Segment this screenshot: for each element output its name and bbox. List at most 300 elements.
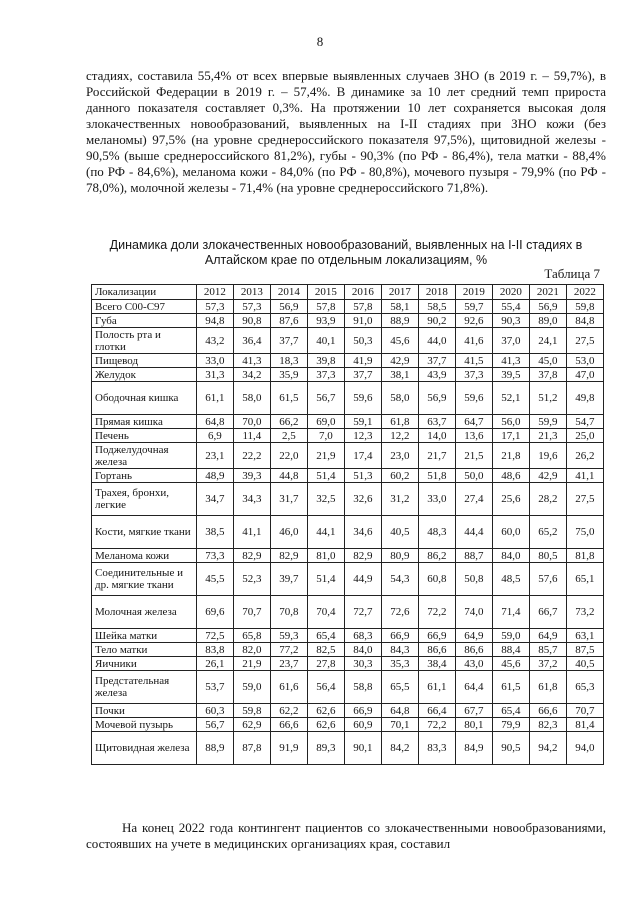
table-cell: 44,4 [455,516,492,549]
table-cell: 26,2 [566,443,603,469]
table-cell: 24,1 [529,328,566,354]
table-cell: 56,7 [196,718,233,732]
table-cell: 65,1 [566,563,603,596]
table-row [92,549,604,563]
table-cell: 45,6 [492,657,529,671]
table-cell: 56,0 [492,415,529,429]
table-cell: 72,7 [344,596,381,629]
table-cell: 81,8 [566,549,603,563]
table-cell: 90,1 [344,732,381,765]
table-cell: 53,7 [196,671,233,704]
table-cell: 66,7 [529,596,566,629]
table-cell: 51,8 [418,469,455,483]
table-cell: 64,7 [455,415,492,429]
table-cell: 39,7 [270,563,307,596]
table-cell: 84,0 [492,549,529,563]
table-row [92,643,604,657]
table-cell: 82,3 [529,718,566,732]
table-cell: 74,0 [455,596,492,629]
table-cell: 54,3 [381,563,418,596]
table-cell: 32,5 [307,483,344,516]
row-label: Соединительные и др. мягкие ткани [92,563,197,596]
table-cell: 58,0 [233,382,270,415]
table-cell: 86,6 [418,643,455,657]
table-cell: 83,3 [418,732,455,765]
table-cell: 23,7 [270,657,307,671]
row-label: Яичники [92,657,197,671]
table-cell: 57,6 [529,563,566,596]
table-cell: 71,4 [492,596,529,629]
table-cell: 34,3 [233,483,270,516]
table-cell: 27,5 [566,483,603,516]
table-cell: 63,1 [566,629,603,643]
table-cell: 64,8 [196,415,233,429]
table-cell: 37,7 [270,328,307,354]
table-cell: 58,5 [418,300,455,314]
row-label: Молочная железа [92,596,197,629]
table-cell: 90,5 [492,732,529,765]
table-cell: 14,0 [418,429,455,443]
table-cell: 61,1 [196,382,233,415]
table-cell: 56,9 [529,300,566,314]
table-cell: 41,3 [492,354,529,368]
table-cell: 53,0 [566,354,603,368]
table-row [92,314,604,328]
table-cell: 11,4 [233,429,270,443]
table-cell: 26,1 [196,657,233,671]
table-cell: 80,9 [381,549,418,563]
table-cell: 37,3 [307,368,344,382]
table-cell: 88,9 [196,732,233,765]
table-cell: 33,0 [418,483,455,516]
table-cell: 27,8 [307,657,344,671]
table-label: Таблица 7 [544,266,600,281]
table-cell: 66,6 [529,704,566,718]
table-row [92,718,604,732]
table-cell: 41,3 [233,354,270,368]
table-cell: 79,9 [492,718,529,732]
table-cell: 59,7 [455,300,492,314]
table-cell: 69,6 [196,596,233,629]
table-cell: 44,9 [344,563,381,596]
table-row [92,300,604,314]
table-cell: 66,9 [418,629,455,643]
table-cell: 70,7 [566,704,603,718]
table-cell: 2,5 [270,429,307,443]
table-cell: 40,5 [381,516,418,549]
table-cell: 84,8 [566,314,603,328]
table-cell: 41,6 [455,328,492,354]
table-header-row [92,285,604,300]
table-cell: 51,4 [307,469,344,483]
table-cell: 13,6 [455,429,492,443]
row-label: Почки [92,704,197,718]
table-cell: 70,7 [233,596,270,629]
table-row [92,469,604,483]
row-label: Желудок [92,368,197,382]
table-cell: 88,4 [492,643,529,657]
table-cell: 64,4 [455,671,492,704]
table-cell: 31,3 [196,368,233,382]
table-cell: 41,1 [566,469,603,483]
table-cell: 90,8 [233,314,270,328]
table-cell: 65,3 [566,671,603,704]
table-cell: 92,6 [455,314,492,328]
table-cell: 73,2 [566,596,603,629]
closing-paragraph [86,820,606,852]
row-label: Прямая кишка [92,415,197,429]
row-label: Трахея, бронхи, легкие [92,483,197,516]
column-header-year: 2022 [566,285,603,300]
table-body [92,300,604,765]
table-row [92,429,604,443]
table-cell: 35,3 [381,657,418,671]
table-cell: 37,2 [529,657,566,671]
table-cell: 56,4 [307,671,344,704]
table-cell: 94,8 [196,314,233,328]
table-cell: 52,1 [492,382,529,415]
table-cell: 34,7 [196,483,233,516]
table-cell: 64,8 [381,704,418,718]
table-cell: 94,0 [566,732,603,765]
table-cell: 93,9 [307,314,344,328]
table-cell: 82,0 [233,643,270,657]
table-cell: 72,5 [196,629,233,643]
row-label: Полость рта и глотки [92,328,197,354]
intro-paragraph [86,68,606,196]
row-label: Предстательная железа [92,671,197,704]
table-cell: 43,2 [196,328,233,354]
table-cell: 44,8 [270,469,307,483]
table-cell: 94,2 [529,732,566,765]
table-cell: 59,1 [344,415,381,429]
table-cell: 40,1 [307,328,344,354]
table-cell: 62,6 [307,704,344,718]
table-cell: 73,3 [196,549,233,563]
table-cell: 48,9 [196,469,233,483]
table-cell: 45,0 [529,354,566,368]
table-cell: 82,5 [307,643,344,657]
table-row [92,354,604,368]
table-cell: 37,3 [455,368,492,382]
table-cell: 28,2 [529,483,566,516]
table-cell: 61,5 [270,382,307,415]
row-label: Пищевод [92,354,197,368]
table-cell: 82,9 [233,549,270,563]
table-cell: 40,5 [566,657,603,671]
table-cell: 41,5 [455,354,492,368]
table-cell: 66,9 [381,629,418,643]
row-label: Тело матки [92,643,197,657]
row-label: Гортань [92,469,197,483]
table-cell: 21,8 [492,443,529,469]
table-cell: 82,9 [344,549,381,563]
table-cell: 75,0 [566,516,603,549]
table-cell: 77,2 [270,643,307,657]
table-cell: 55,4 [492,300,529,314]
table-cell: 38,1 [381,368,418,382]
table-cell: 19,6 [529,443,566,469]
table-cell: 80,5 [529,549,566,563]
table-cell: 48,5 [492,563,529,596]
table-cell: 64,9 [455,629,492,643]
row-label: Шейка матки [92,629,197,643]
table-cell: 66,6 [270,718,307,732]
table-cell: 81,4 [566,718,603,732]
table-cell: 84,0 [344,643,381,657]
table-cell: 59,6 [344,382,381,415]
table-cell: 84,3 [381,643,418,657]
table-cell: 58,0 [381,382,418,415]
row-label: Мочевой пузырь [92,718,197,732]
table-cell: 38,4 [418,657,455,671]
table-cell: 50,0 [455,469,492,483]
table-cell: 35,9 [270,368,307,382]
table-cell: 32,6 [344,483,381,516]
table-cell: 37,7 [344,368,381,382]
table-cell: 36,4 [233,328,270,354]
table-row [92,382,604,415]
table-cell: 43,0 [455,657,492,671]
table-cell: 27,4 [455,483,492,516]
table-cell: 65,8 [233,629,270,643]
table-cell: 87,8 [233,732,270,765]
column-header-year: 2013 [233,285,270,300]
table-cell: 67,7 [455,704,492,718]
table-cell: 21,9 [307,443,344,469]
row-label: Кости, мягкие ткани [92,516,197,549]
table-cell: 89,0 [529,314,566,328]
table-cell: 21,9 [233,657,270,671]
table-cell: 12,3 [344,429,381,443]
table-cell: 7,0 [307,429,344,443]
table-cell: 23,1 [196,443,233,469]
table-cell: 50,8 [455,563,492,596]
table-cell: 17,4 [344,443,381,469]
table-cell: 65,5 [381,671,418,704]
table-cell: 23,0 [381,443,418,469]
table-row [92,704,604,718]
column-header-year: 2020 [492,285,529,300]
table-cell: 64,9 [529,629,566,643]
table-cell: 48,6 [492,469,529,483]
table-cell: 39,8 [307,354,344,368]
table-cell: 58,8 [344,671,381,704]
table-cell: 86,2 [418,549,455,563]
table-cell: 30,3 [344,657,381,671]
table-cell: 37,8 [529,368,566,382]
table-cell: 50,3 [344,328,381,354]
table-cell: 34,6 [344,516,381,549]
table-cell: 48,3 [418,516,455,549]
intro-text: стадиях, составила 55,4% от всех впервые выявленных случаев ЗНО (в 2019 г. – 59,7%), в Российской Федерации в 2019 г. – 57,4%. В динамике за 10 лет средний темп прироста данного показателя составляет 0,3%. На протяжении 10 лет сохраняется высокая доля злокачественных новообразований, выявленных на I-II стадиях при ЗНО кожи (без меланомы) 97,5% (на уровне среднероссийского показателя 97,5%), щитовидной железы - 90,5% (выше среднероссийского 81,2%), губы - 90,3% (по РФ - 86,4%), тела матки - 88,4% (по РФ - 84,6%), меланома кожи - 84,0% (по РФ - 80,8%), мочевого пузыря - 79,9% (по РФ - 78,0%), молочной железы - 71,4% (на уровне среднероссийского 71,8%). [86,68,606,195]
table-cell: 66,4 [418,704,455,718]
table-cell: 90,2 [418,314,455,328]
table-cell: 66,2 [270,415,307,429]
table-cell: 52,3 [233,563,270,596]
table-cell: 72,2 [418,596,455,629]
column-header-year: 2014 [270,285,307,300]
table-cell: 70,1 [381,718,418,732]
table-cell: 17,1 [492,429,529,443]
column-header-year: 2021 [529,285,566,300]
table-cell: 66,9 [344,704,381,718]
table-cell: 37,0 [492,328,529,354]
table-cell: 61,1 [418,671,455,704]
table-cell: 59,9 [529,415,566,429]
table-cell: 68,3 [344,629,381,643]
table-cell: 51,2 [529,382,566,415]
table-cell: 59,3 [270,629,307,643]
table-cell: 90,3 [492,314,529,328]
table-row [92,368,604,382]
table-cell: 25,6 [492,483,529,516]
table-row [92,415,604,429]
table-cell: 41,9 [344,354,381,368]
table-row [92,483,604,516]
table-row [92,596,604,629]
table-cell: 31,7 [270,483,307,516]
table-cell: 80,1 [455,718,492,732]
table-cell: 61,8 [529,671,566,704]
table-cell: 59,6 [455,382,492,415]
table-cell: 31,2 [381,483,418,516]
table-cell: 34,2 [233,368,270,382]
table-cell: 45,5 [196,563,233,596]
table-cell: 82,9 [270,549,307,563]
table-cell: 56,9 [418,382,455,415]
table-cell: 39,3 [233,469,270,483]
table-cell: 25,0 [566,429,603,443]
table-cell: 69,0 [307,415,344,429]
row-label: Щитовидная железа [92,732,197,765]
table-cell: 6,9 [196,429,233,443]
table-cell: 56,9 [270,300,307,314]
row-label: Ободочная кишка [92,382,197,415]
table-row [92,732,604,765]
table-cell: 60,3 [196,704,233,718]
table-cell: 84,9 [455,732,492,765]
table-cell: 89,3 [307,732,344,765]
table-cell: 65,4 [492,704,529,718]
column-header-year: 2019 [455,285,492,300]
table-cell: 84,2 [381,732,418,765]
table-cell: 18,3 [270,354,307,368]
table-cell: 85,7 [529,643,566,657]
table-cell: 38,5 [196,516,233,549]
table-cell: 27,5 [566,328,603,354]
table-cell: 81,0 [307,549,344,563]
table-cell: 88,9 [381,314,418,328]
table-cell: 51,3 [344,469,381,483]
table-cell: 57,8 [344,300,381,314]
table-cell: 70,8 [270,596,307,629]
table-cell: 88,7 [455,549,492,563]
table-caption: Динамика доли злокачественных новообразований, выявленных на I-II стадиях в Алтайском крае по отдельным локализациям, % [109,238,583,267]
row-label: Меланома кожи [92,549,197,563]
table-cell: 33,0 [196,354,233,368]
data-table [91,284,604,765]
table-cell: 42,9 [381,354,418,368]
table-cell: 60,2 [381,469,418,483]
table-cell: 65,4 [307,629,344,643]
table-cell: 62,9 [233,718,270,732]
table-cell: 87,6 [270,314,307,328]
table-cell: 70,0 [233,415,270,429]
table-cell: 12,2 [381,429,418,443]
row-label: Печень [92,429,197,443]
table-cell: 54,7 [566,415,603,429]
table-cell: 51,4 [307,563,344,596]
table-cell: 61,6 [270,671,307,704]
table-cell: 43,9 [418,368,455,382]
table-cell: 21,5 [455,443,492,469]
table-cell: 70,4 [307,596,344,629]
table-cell: 91,9 [270,732,307,765]
table-row [92,563,604,596]
column-header-year: 2015 [307,285,344,300]
table-cell: 44,1 [307,516,344,549]
table-cell: 58,1 [381,300,418,314]
table-cell: 44,0 [418,328,455,354]
table-cell: 47,0 [566,368,603,382]
table-cell: 22,2 [233,443,270,469]
table-cell: 59,0 [233,671,270,704]
table-cell: 63,7 [418,415,455,429]
table-cell: 39,5 [492,368,529,382]
table-cell: 83,8 [196,643,233,657]
table-cell: 59,0 [492,629,529,643]
table-cell: 42,9 [529,469,566,483]
table-cell: 65,2 [529,516,566,549]
column-header-year: 2018 [418,285,455,300]
table-row [92,657,604,671]
table-row [92,443,604,469]
table-cell: 91,0 [344,314,381,328]
table-cell: 45,6 [381,328,418,354]
table-cell: 61,5 [492,671,529,704]
table-cell: 59,8 [233,704,270,718]
column-header-year: 2016 [344,285,381,300]
row-label: Всего С00-С97 [92,300,197,314]
table-cell: 57,3 [196,300,233,314]
column-header-localization: Локализации [92,285,197,300]
table-cell: 60,8 [418,563,455,596]
table-cell: 21,7 [418,443,455,469]
table-cell: 57,8 [307,300,344,314]
table-row [92,516,604,549]
table-cell: 46,0 [270,516,307,549]
row-label: Губа [92,314,197,328]
table-row [92,629,604,643]
table-cell: 49,8 [566,382,603,415]
table-cell: 22,0 [270,443,307,469]
column-header-year: 2012 [196,285,233,300]
table-cell: 62,6 [307,718,344,732]
table-cell: 72,6 [381,596,418,629]
table-cell: 56,7 [307,382,344,415]
table-cell: 86,6 [455,643,492,657]
table-cell: 41,1 [233,516,270,549]
row-label: Поджелудочная железа [92,443,197,469]
table-cell: 59,8 [566,300,603,314]
table-cell: 37,7 [418,354,455,368]
table-cell: 57,3 [233,300,270,314]
table-cell: 61,8 [381,415,418,429]
table-row [92,671,604,704]
column-header-year: 2017 [381,285,418,300]
table-cell: 87,5 [566,643,603,657]
